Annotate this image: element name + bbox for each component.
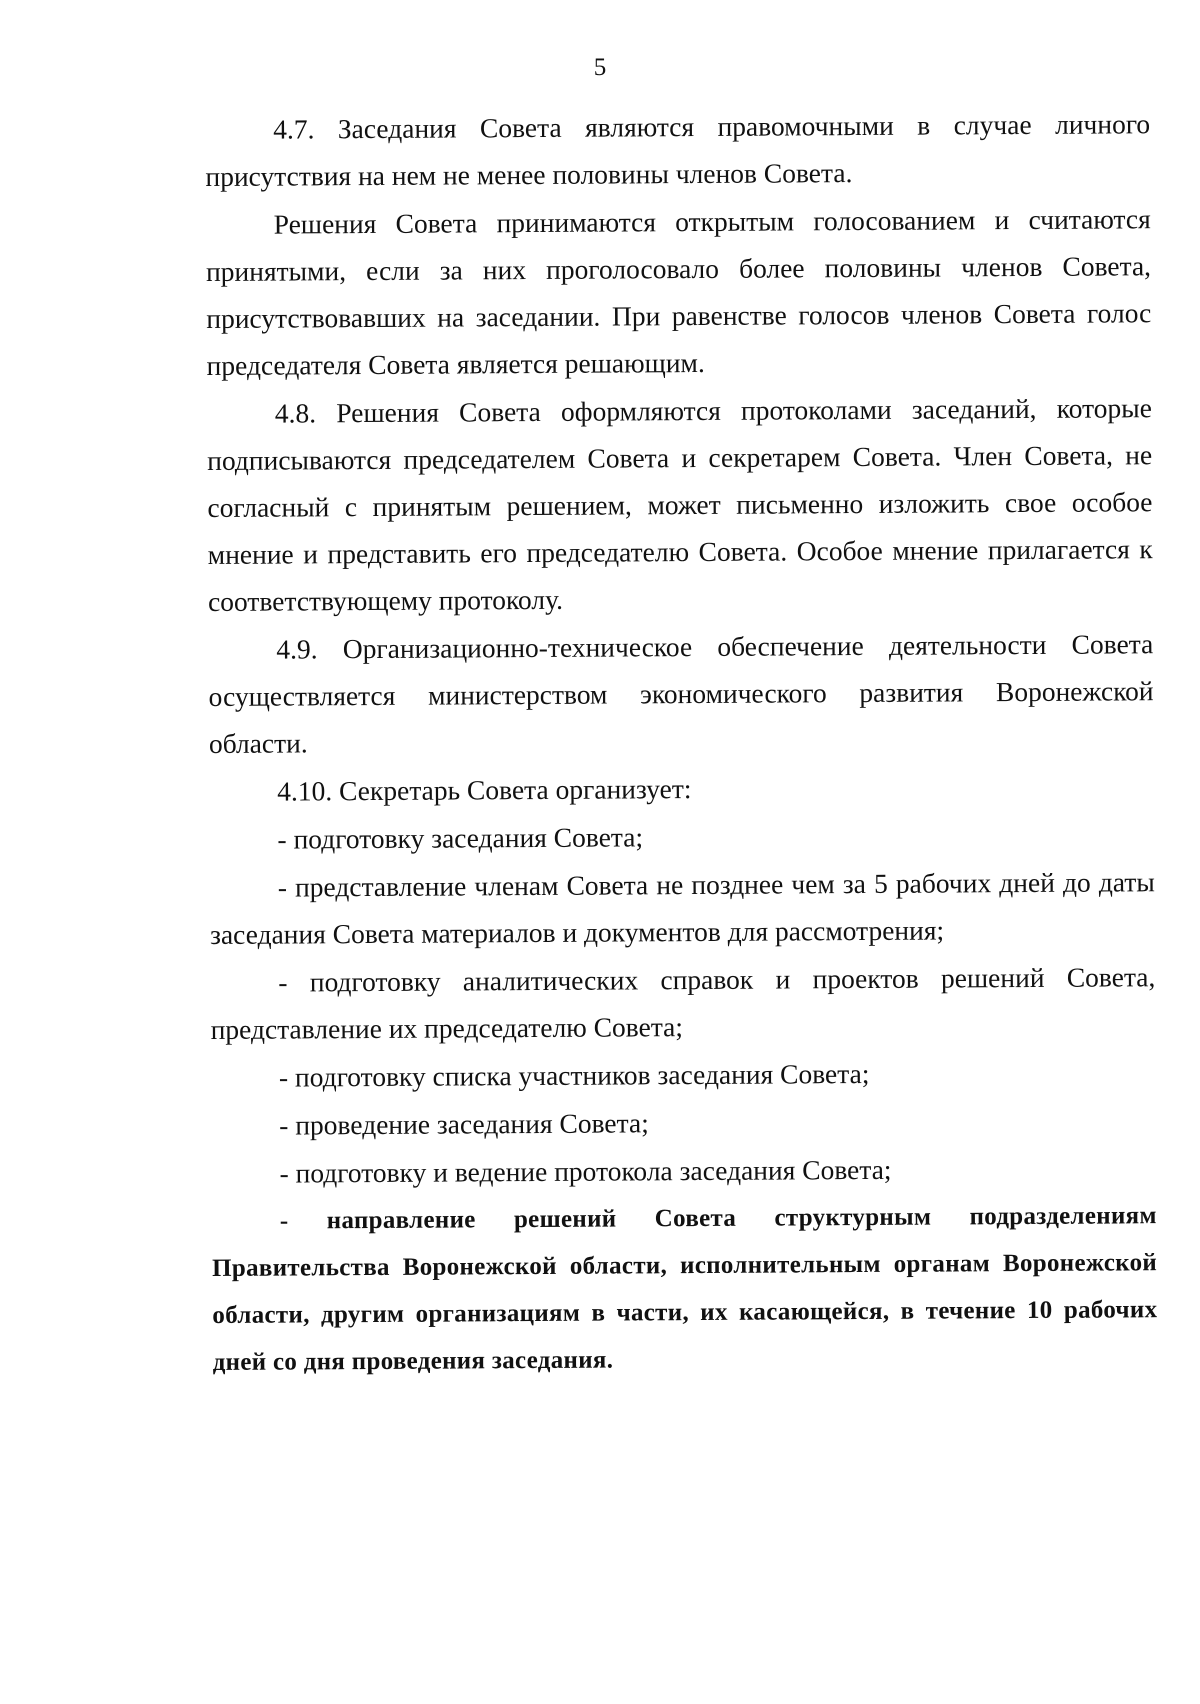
list-item-preparation: - подготовку заседания Совета; — [277, 821, 644, 855]
list-item-conduct: - проведение заседания Совета; — [279, 1107, 649, 1141]
list-item-distribution: - направление решений Совета структурным подразделениям Правительства Воронежской области, исполнительным органам Воронежской области, другим организациям в части, их касающейся, в течение 10 рабочих дней со дня проведения заседания. — [212, 1202, 1158, 1376]
list-item-materials: - представление членам Совета не позднее чем за 5 рабочих дней до даты заседания Совета материалов и документов для рассмотрения; — [209, 866, 1155, 950]
document-body — [205, 100, 1158, 1386]
paragraph-4-8: 4.8. Решения Совета оформляются протоколами заседаний, которые подписываются председателем Совета и секретарем Совета. Член Совета, не согласный с принятым решением, может письменно изложить свое особое мнение и представить его председателю Совета. Особое мнение прилагается к соответствующему протоколу. — [207, 392, 1153, 617]
list-item-analytics: - подготовку аналитических справок и проектов решений Совета, представление их председателю Совета; — [210, 961, 1156, 1045]
paragraph-4-7: 4.7. Заседания Совета являются правомочными в случае личного присутствия на нем не менее половины членов Совета. — [205, 108, 1151, 192]
paragraph-decisions: Решения Совета принимаются открытым голосованием и считаются принятыми, если за них проголосовало более половины членов Совета, присутствовавших на заседании. При равенстве голосов членов Совета голос председателя Совета является решающим. — [205, 203, 1152, 381]
page-number: 5 — [593, 54, 607, 81]
list-item-participants: - подготовку списка участников заседания Совета; — [278, 1057, 870, 1093]
paragraph-4-10: 4.10. Секретарь Совета организует: — [277, 773, 692, 807]
list-item-protocol: - подготовку и ведение протокола заседания Совета; — [279, 1153, 892, 1189]
paragraph-4-9: 4.9. Организационно-техническое обеспечение деятельности Совета осуществляется министерством экономического развития Воронежской области. — [208, 628, 1154, 759]
